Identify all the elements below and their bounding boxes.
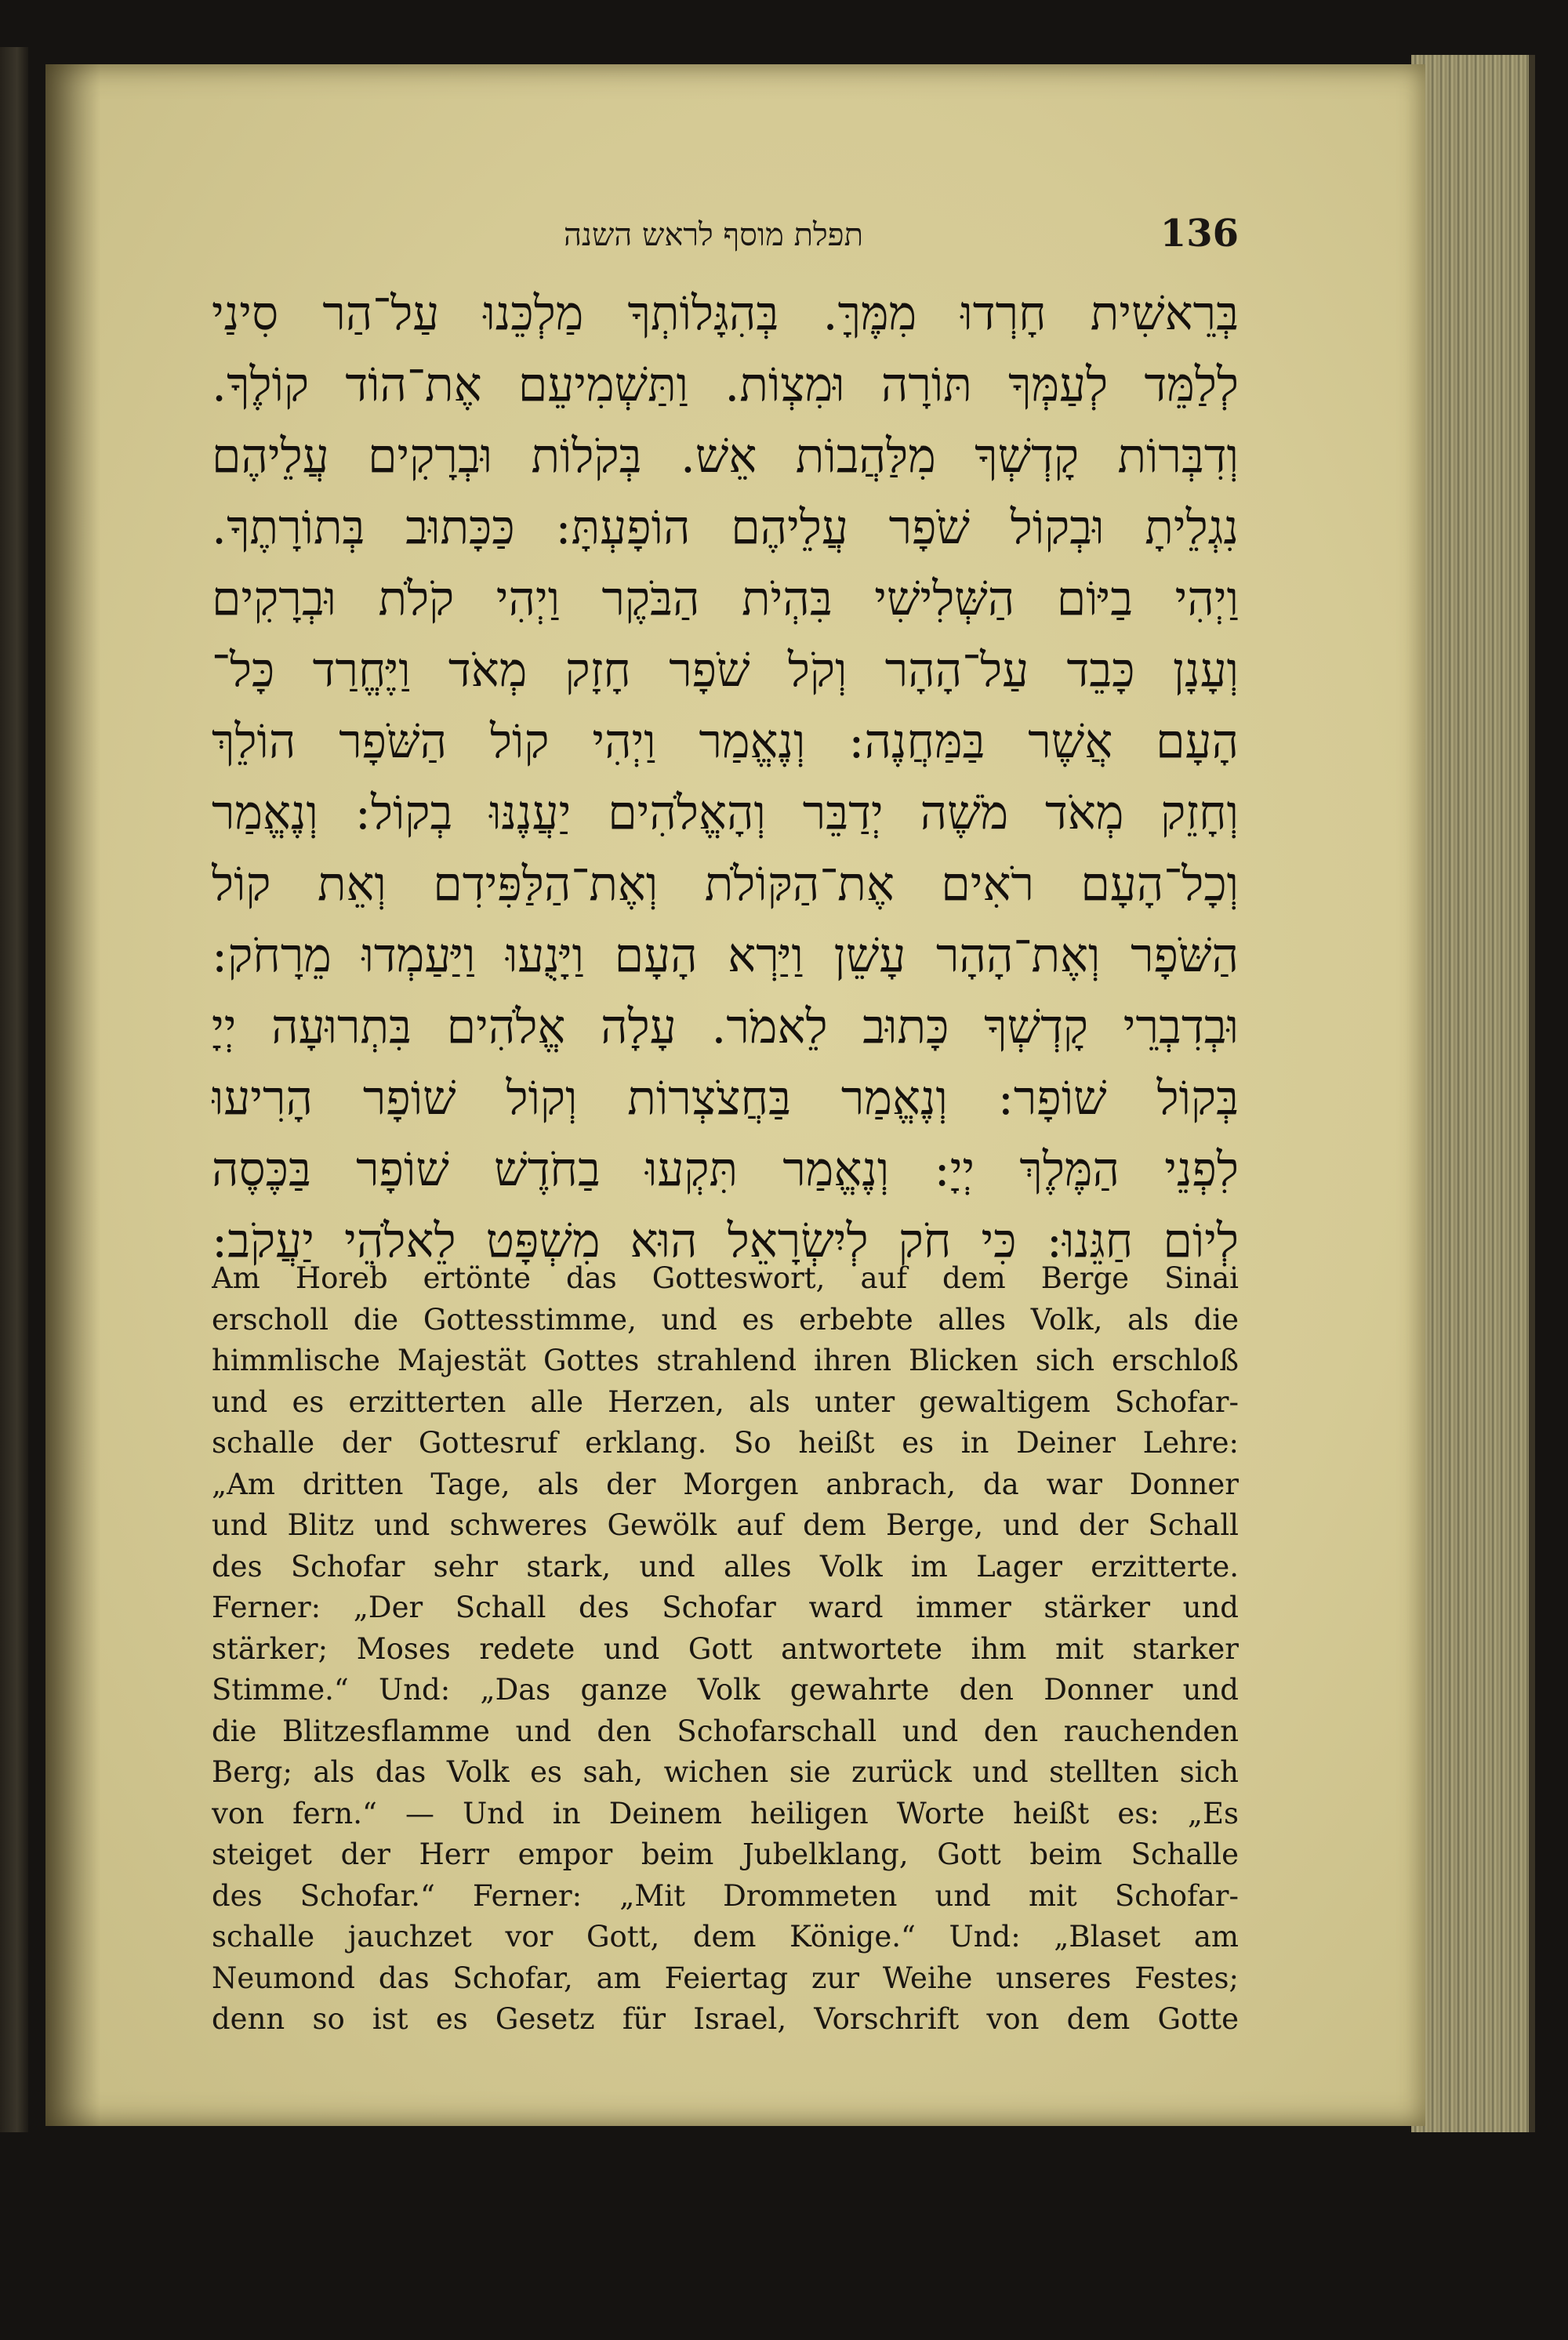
german-line: Neumond das Schofar, am Feiertag zur Weihe unseres Festes; (212, 1961, 1239, 1995)
hebrew-line: בְּרֵאשִׁית חָרְדוּ מִמֶּךָּ. בְּהִגָּלוֹתְךָ מַלְכֵּנוּ עַל־הַר סִינַי (212, 286, 1239, 341)
german-translation-block (212, 1258, 1239, 2041)
german-line: Berg; als das Volk es sah, wichen sie zurück und stellten sich (212, 1755, 1239, 1789)
hebrew-line: וְעָנָן כָּבֵד עַל־הָהָר וְקֹל שֹׁפָר חָזָק מְאֹד וַיֶּחֱרַד כָּל־ (212, 643, 1239, 698)
german-line: Stimme.“ Und: „Das ganze Volk gewahrte den Donner und (212, 1673, 1239, 1707)
german-line: des Schofar.“ Ferner: „Mit Drommeten und mit Schofar- (212, 1878, 1239, 1913)
german-line: die Blitzesflamme und den Schofarschall und den rauchenden (212, 1714, 1239, 1748)
book-cover-edge (0, 47, 28, 2132)
german-line: und Blitz und schweres Gewölk auf dem Berge, und der Schall (212, 1508, 1239, 1542)
running-head (235, 212, 1239, 267)
hebrew-line: וְחָזֵק מְאֹד מֹשֶׁה יְדַבֵּר וְהָאֱלֹהִים יַעֲנֶנּוּ בְקוֹל: וְנֶאֱמַר (212, 785, 1239, 840)
german-line: himmlische Majestät Gottes strahlend ihren Blicken sich erschloß (212, 1344, 1239, 1377)
hebrew-line: וְדִבְּרוֹת קָדְשְׁךָ מִלַּהֲבוֹת אֵשׁ. בְּקֹלוֹת וּבְרָקִים עֲלֵיהֶם (212, 429, 1239, 484)
hebrew-line: לִפְנֵי הַמֶּלֶךְ יְיָ: וְנֶאֱמַר תִּקְעוּ בַחֹדֶשׁ שׁוֹפָר בַּכֶּסֶה (212, 1142, 1239, 1197)
german-line: von fern.“ — Und in Deinem heiligen Worte heißt es: „Es (212, 1796, 1239, 1830)
gutter-shadow (45, 64, 100, 2126)
hebrew-line: הָעָם אֲשֶׁר בַּמַּחֲנֶה: וְנֶאֱמַר וַיְהִי קוֹל הַשֹּׁפָר הוֹלֵךְ (212, 714, 1239, 769)
page-number: 136 (1160, 212, 1239, 256)
german-line: Ferner: „Der Schall des Schofar ward immer stärker und (212, 1591, 1239, 1624)
hebrew-line: לְלַמֵּד לְעַמְּךָ תּוֹרָה וּמִצְוֹת. וַתַּשְׁמִיעֵם אֶת־הוֹד קוֹלֶךָ. (212, 357, 1239, 412)
hebrew-line: נִגְלֵיתָ וּבְקוֹל שֹׁפָר עֲלֵיהֶם הוֹפָעְתָּ: כַּכָּתוּב בְּתוֹרָתֶךָ. (212, 500, 1239, 555)
german-line: steiget der Herr empor beim Jubelklang, Gott beim Schalle (212, 1838, 1239, 1871)
german-line: denn so ist es Gesetz für Israel, Vorschrift von dem Gotte (212, 2002, 1239, 2036)
hebrew-line: לְיוֹם חַגֵּנוּ: כִּי חֹק לְיִשְׂרָאֵל הוּא מִשְׁפָּט לֵאלֹהֵי יַעֲקֹב: (212, 1214, 1239, 1268)
german-line: des Schofar sehr stark, und alles Volk im Lager erzitterte. (212, 1549, 1239, 1584)
hebrew-text-block (212, 278, 1239, 1277)
german-line: und es erzitterten alle Herzen, als unter gewaltigem Schofar- (212, 1384, 1239, 1419)
german-line: erscholl die Gottesstimme, und es erbebte alles Volk, als die (212, 1302, 1239, 1337)
german-line: schalle jauchzet vor Gott, dem Könige.“ Und: „Blaset am (212, 1920, 1239, 1954)
hebrew-line: וּבְדִבְרֵי קָדְשְׁךָ כָּתוּב לֵאמֹר. עָלָה אֱלֹהִים בִּתְרוּעָה יְיָ (212, 999, 1239, 1054)
page-stack-edge (1411, 55, 1535, 2132)
hebrew-line: וְכָל־הָעָם רֹאִים אֶת־הַקּוֹלֹת וְאֶת־הַלַּפִּידִם וְאֵת קוֹל (212, 857, 1239, 912)
hebrew-line: וַיְהִי בַיּוֹם הַשְּׁלִישִׁי בִּהְיֹת הַבֹּקֶר וַיְהִי קֹלֹת וּבְרָקִים (212, 571, 1239, 626)
german-line: „Am dritten Tage, als der Morgen anbrach, da war Donner (212, 1467, 1239, 1501)
running-title: תפלת מוסף לראש השנה (563, 217, 864, 253)
hebrew-line: הַשֹּׁפָר וְאֶת־הָהָר עָשֵׁן וַיַּרְא הָעָם וַיָּנֻעוּ וַיַּעַמְדוּ מֵרָחֹק: (212, 928, 1239, 983)
hebrew-line: בְּקוֹל שׁוֹפָר: וְנֶאֱמַר בַּחֲצֹצְרוֹת וְקוֹל שׁוֹפָר הָרִיעוּ (212, 1071, 1239, 1126)
german-line: Am Horeb ertönte das Gotteswort, auf dem Berge Sinai (212, 1261, 1239, 1295)
german-line: stärker; Moses redete und Gott antwortete ihm mit starker (212, 1631, 1239, 1666)
german-line: schalle der Gottesruf erklang. So heißt es in Deiner Lehre: (212, 1426, 1239, 1460)
